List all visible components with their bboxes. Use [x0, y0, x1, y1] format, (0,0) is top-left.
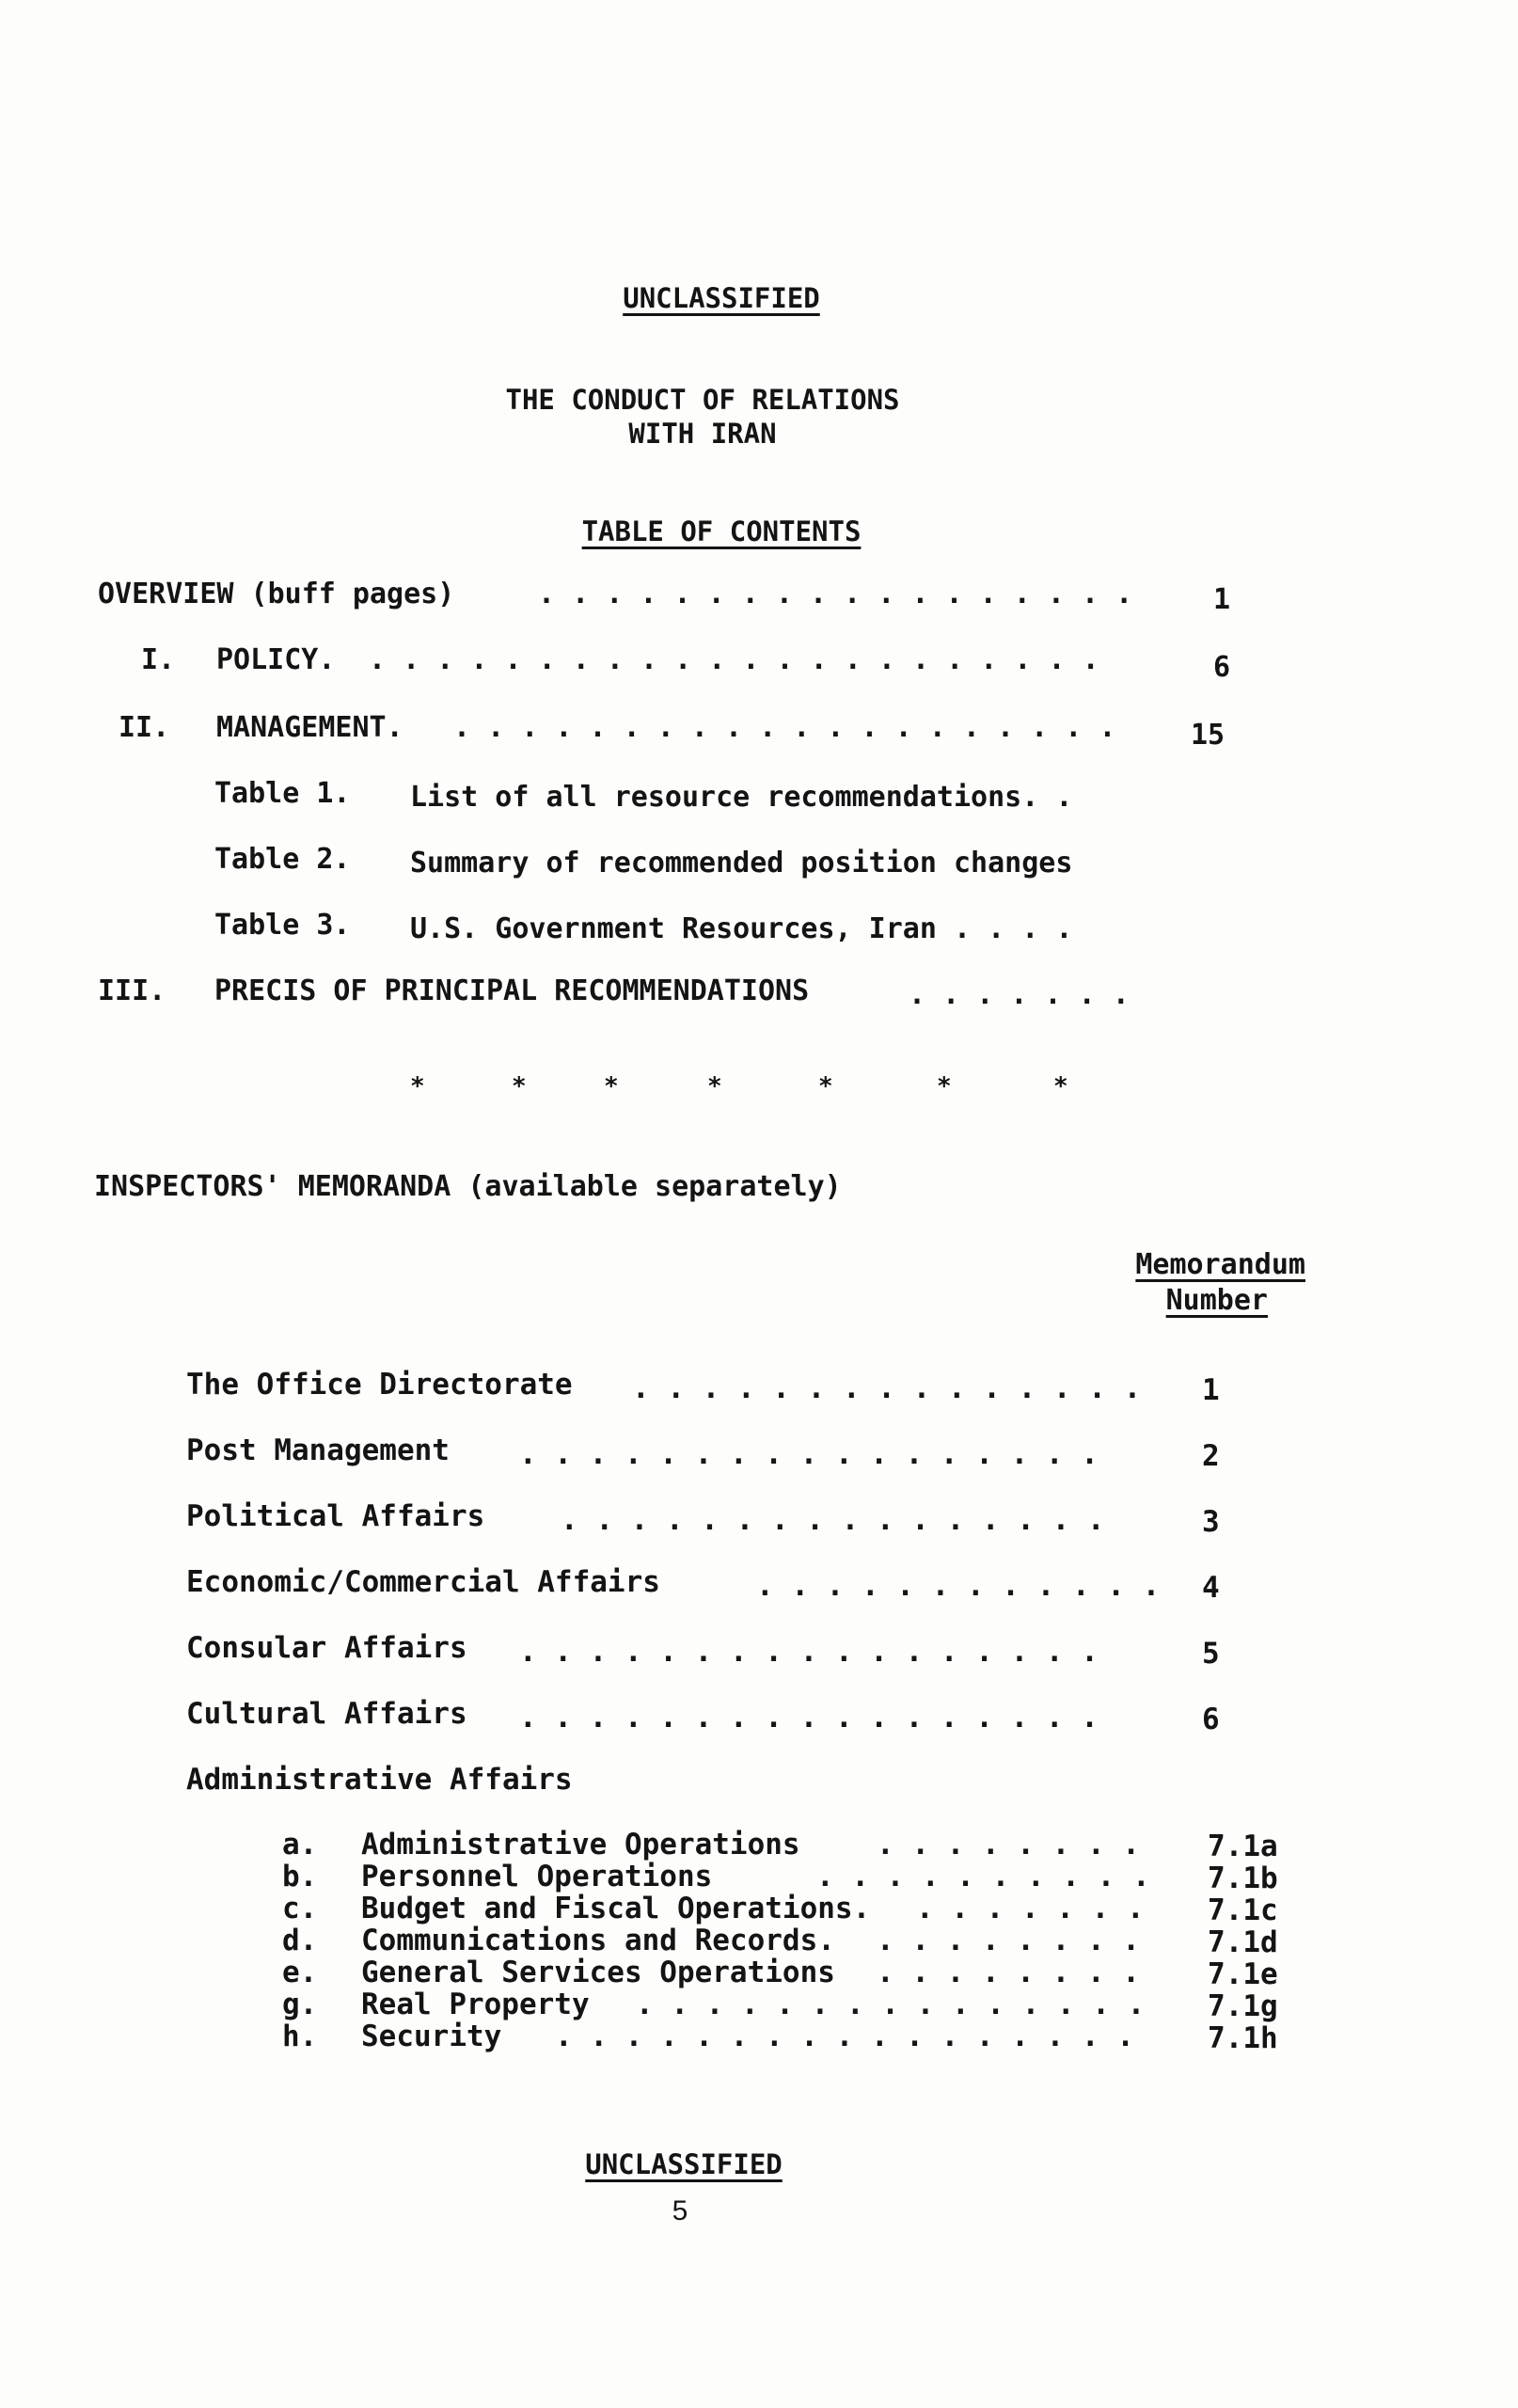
toc-table-1-label: Table 1. — [214, 777, 351, 810]
memo-item-label: Economic/Commercial Affairs — [186, 1565, 660, 1599]
memo-item-leader: . . . . . . . . . . . . . . . . . — [519, 1635, 1099, 1669]
admin-item-number: 7.1d — [1208, 1925, 1278, 1959]
classification-header: UNCLASSIFIED — [623, 282, 820, 314]
toc-policy-leader: . . . . . . . . . . . . . . . . . . . . . . — [369, 643, 1099, 676]
column-header-line-2: Number — [1165, 1284, 1268, 1317]
admin-item-leader: . . . . . . . . — [877, 1828, 1140, 1861]
toc-precis-number: III. — [98, 974, 166, 1007]
admin-item-number: 7.1h — [1208, 2021, 1278, 2055]
admin-affairs-heading: Administrative Affairs — [186, 1763, 573, 1797]
separator-star: * — [937, 1072, 952, 1101]
column-header-line-1: Memorandum — [1135, 1248, 1305, 1281]
toc-overview-page: 1 — [1213, 583, 1231, 616]
admin-item-number: 7.1a — [1208, 1830, 1278, 1863]
memo-item-number: 2 — [1202, 1439, 1220, 1473]
toc-management-number: II. — [119, 711, 170, 744]
admin-item-letter: c. — [282, 1892, 318, 1925]
memo-item-number: 4 — [1202, 1571, 1220, 1605]
memoranda-heading: INSPECTORS' MEMORANDA (available separately) — [94, 1170, 842, 1203]
toc-table-3-text: U.S. Government Resources, Iran . . . . — [410, 912, 1073, 945]
admin-item-label: Administrative Operations — [361, 1828, 800, 1861]
memo-item-leader: . . . . . . . . . . . . . . . — [632, 1371, 1142, 1405]
document-title-line-2: WITH IRAN — [628, 418, 777, 450]
separator-star: * — [604, 1072, 619, 1101]
toc-table-2-text: Summary of recommended position changes — [410, 847, 1073, 879]
admin-item-label: Real Property — [361, 1988, 590, 2021]
toc-overview-leader: . . . . . . . . . . . . . . . . . . — [538, 578, 1133, 610]
admin-item-leader: . . . . . . . . . . — [816, 1860, 1150, 1893]
admin-item-number: 7.1b — [1208, 1861, 1278, 1895]
memo-item-leader: . . . . . . . . . . . . . . . . — [561, 1503, 1105, 1537]
memo-item-label: Cultural Affairs — [186, 1697, 467, 1731]
admin-item-leader: . . . . . . . — [916, 1892, 1145, 1925]
memo-item-leader: . . . . . . . . . . . . — [756, 1569, 1161, 1603]
memo-item-label: Post Management — [186, 1434, 450, 1467]
toc-table-3-label: Table 3. — [214, 909, 351, 942]
toc-policy-label: POLICY. — [216, 643, 336, 676]
classification-footer: UNCLASSIFIED — [585, 2148, 783, 2180]
memo-item-leader: . . . . . . . . . . . . . . . . . — [519, 1437, 1099, 1471]
memo-item-label: Consular Affairs — [186, 1631, 467, 1665]
admin-item-letter: b. — [282, 1860, 318, 1893]
admin-item-leader: . . . . . . . . . . . . . . . . . — [555, 2020, 1134, 2053]
page-number: 5 — [672, 2195, 688, 2226]
separator-star: * — [818, 1072, 833, 1101]
admin-item-leader: . . . . . . . . . . . . . . . — [636, 1988, 1146, 2021]
toc-precis-label: PRECIS OF PRINCIPAL RECOMMENDATIONS — [214, 974, 810, 1007]
admin-item-letter: h. — [282, 2020, 318, 2053]
admin-item-number: 7.1c — [1208, 1893, 1278, 1927]
memo-item-number: 3 — [1202, 1505, 1220, 1539]
admin-item-letter: d. — [282, 1924, 318, 1957]
toc-table-2-label: Table 2. — [214, 843, 351, 876]
separator-star: * — [1053, 1072, 1068, 1101]
admin-item-leader: . . . . . . . . — [877, 1924, 1140, 1957]
separator-star: * — [410, 1072, 425, 1101]
document-title-line-1: THE CONDUCT OF RELATIONS — [505, 384, 900, 416]
admin-item-label: General Services Operations — [361, 1956, 835, 1989]
memo-item-label: The Office Directorate — [186, 1368, 573, 1402]
admin-item-letter: a. — [282, 1828, 318, 1861]
separator-star: * — [512, 1072, 527, 1101]
memo-item-number: 5 — [1202, 1637, 1220, 1671]
admin-item-number: 7.1g — [1208, 1989, 1278, 2023]
toc-management-page: 15 — [1191, 719, 1225, 752]
memo-item-leader: . . . . . . . . . . . . . . . . . — [519, 1701, 1099, 1735]
memo-item-label: Political Affairs — [186, 1499, 485, 1533]
toc-overview-label: OVERVIEW (buff pages) — [98, 578, 455, 610]
toc-management-leader: . . . . . . . . . . . . . . . . . . . . — [453, 711, 1116, 744]
admin-item-label: Personnel Operations — [361, 1860, 713, 1893]
toc-table-1-text: List of all resource recommendations. . — [410, 781, 1073, 814]
admin-item-letter: g. — [282, 1988, 318, 2021]
toc-heading: TABLE OF CONTENTS — [581, 515, 862, 547]
admin-item-label: Communications and Records. — [361, 1924, 835, 1957]
memorandum-number-column-header — [1135, 1247, 1305, 1319]
toc-precis-leader: . . . . . . . — [909, 978, 1130, 1011]
admin-item-number: 7.1e — [1208, 1957, 1278, 1991]
admin-item-label: Security — [361, 2020, 502, 2053]
memo-item-number: 6 — [1202, 1703, 1220, 1736]
toc-policy-number: I. — [141, 643, 176, 676]
admin-item-leader: . . . . . . . . — [877, 1956, 1140, 1989]
memo-item-number: 1 — [1202, 1373, 1220, 1407]
toc-policy-page: 6 — [1213, 651, 1231, 684]
separator-star: * — [707, 1072, 722, 1101]
toc-management-label: MANAGEMENT. — [216, 711, 403, 744]
admin-item-letter: e. — [282, 1956, 318, 1989]
admin-item-label: Budget and Fiscal Operations. — [361, 1892, 871, 1925]
